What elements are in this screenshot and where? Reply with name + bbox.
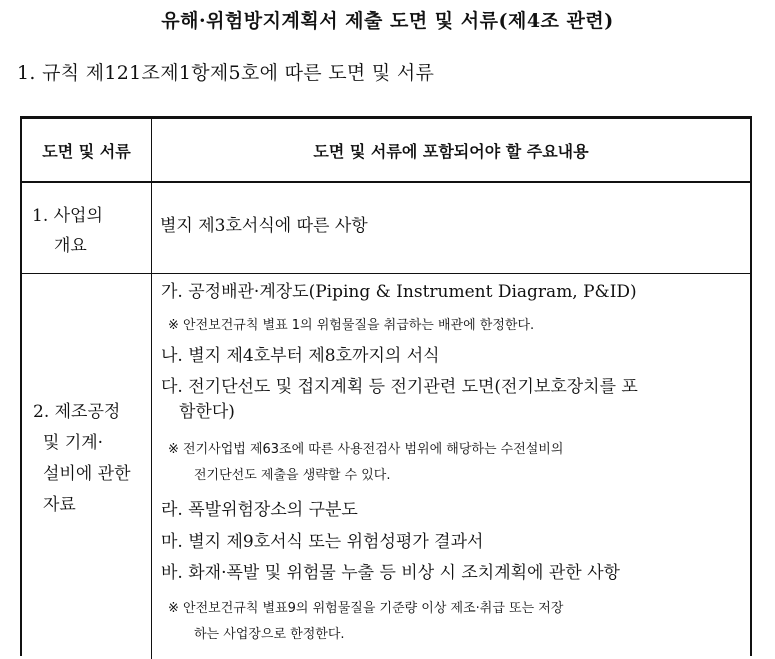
note-continuation: 하는 사업장으로 한정한다. [194,627,345,642]
note-continuation: 전기단선도 제출을 생략할 수 있다. [194,468,391,483]
row-label-line: 및 기계· [43,433,104,453]
section-heading: 1. 규칙 제121조제1항제5호에 따른 도면 및 서류 [17,62,435,84]
row-label-line: 자료 [43,495,76,515]
list-item: 나. 별지 제4호부터 제8호까지의 서식 [161,346,440,366]
row-label-cell [22,183,151,273]
row-label-line: 1. 사업의 [32,206,103,226]
list-item: 라. 폭발위험장소의 구분도 [161,500,358,520]
table-header-row [22,119,750,183]
row-label-line: 개요 [54,236,87,256]
row-label-line: 2. 제조공정 [33,402,121,422]
document-title: 유해·위험방지계획서 제출 도면 및 서류(제4조 관련) [161,10,614,32]
list-item: 마. 별지 제9호서식 또는 위험성평가 결과서 [161,532,484,552]
note-item: ※ 전기사업법 제63조에 따른 사용전검사 범위에 해당하는 수전설비의 [168,442,564,457]
header-label-contents: 도면 및 서류에 포함되어야 할 주요내용 [313,142,589,161]
note-item: ※ 안전보건규칙 별표9의 위험물질을 기준량 이상 제조·취급 또는 저장 [168,601,564,616]
list-item: 가. 공정배관·계장도(Piping & Instrument Diagram, P&ID) [161,282,637,302]
list-item-continuation: 함한다) [179,402,235,422]
header-cell-documents [22,119,151,181]
row-content-cell [152,274,750,659]
row-label-line: 설비에 관한 [43,464,131,484]
row-label-cell [22,274,151,659]
table-row [22,183,750,274]
header-label-documents: 도면 및 서류 [42,142,131,161]
list-item: 다. 전기단선도 및 접지계획 등 전기관련 도면(전기보호장치를 포 [161,377,638,397]
row-content-text: 별지 제3호서식에 따른 사항 [160,216,368,236]
table-row [22,274,750,659]
row-content-cell [152,183,750,273]
documents-table [20,116,752,656]
note-item: ※ 안전보건규칙 별표 1의 위험물질을 취급하는 배관에 한정한다. [168,318,535,333]
list-item: 바. 화재·폭발 및 위험물 누출 등 비상 시 조치계획에 관한 사항 [161,563,620,583]
header-cell-contents [152,119,750,181]
